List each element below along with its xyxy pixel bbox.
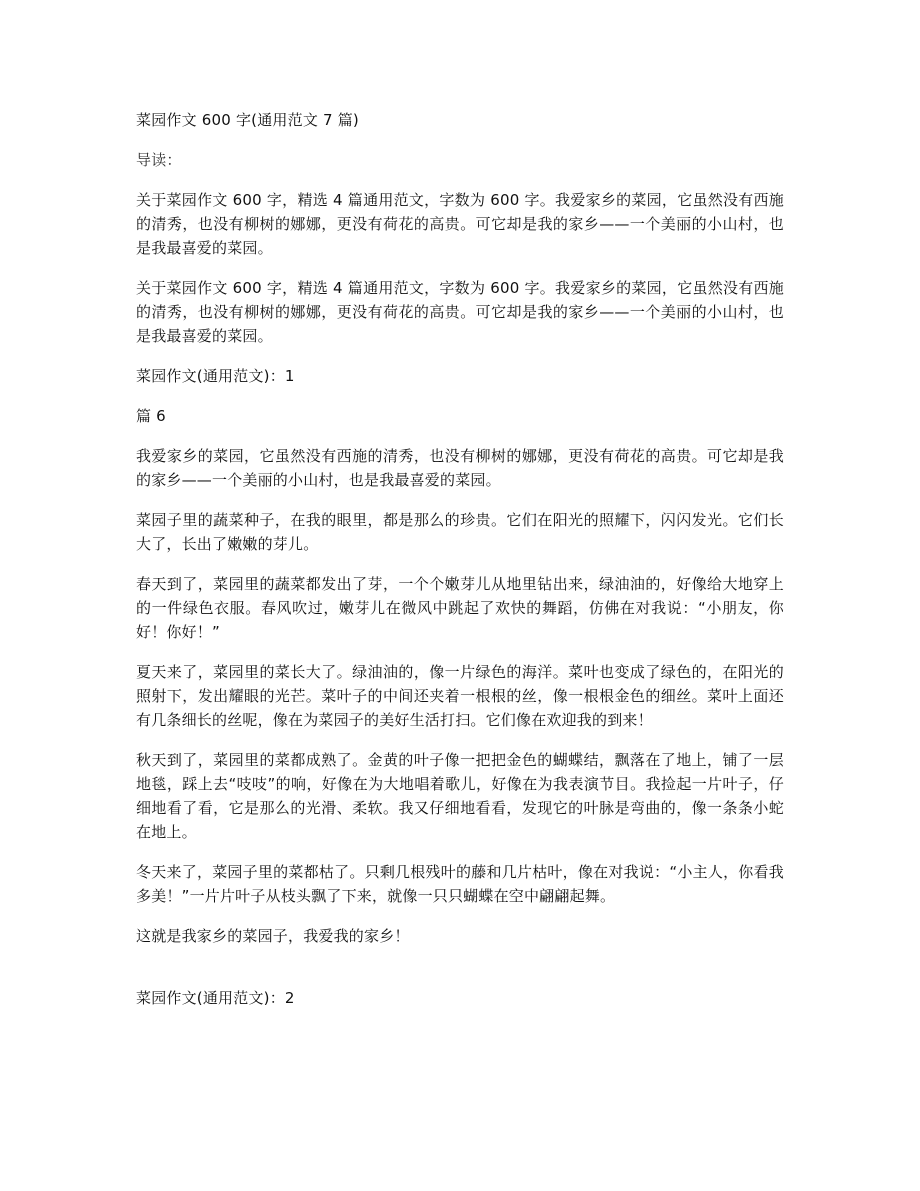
document-title: 菜园作文 600 字(通用范文 7 篇) <box>136 111 359 129</box>
document-page <box>136 108 784 1026</box>
body-paragraph: 秋天到了，菜园里的菜都成熟了。金黄的叶子像一把把金色的蝴蝶结，飘落在了地上，铺了一层地毯，踩上去“吱吱”的响，好像在为大地唱着歌儿，好像在为我表演节目。我捡起一片叶子，仔细地看了看，它是那么的光滑、柔软。我又仔细地看看，发现它的叶脉是弯曲的，像一条条小蛇在地上。 <box>136 751 784 841</box>
section-heading: 菜园作文(通用范文)：2 <box>136 989 295 1007</box>
section-heading: 菜园作文(通用范文)：1 <box>136 367 295 385</box>
lead-label: 导读： <box>136 151 182 169</box>
body-paragraph: 夏天来了，菜园里的菜长大了。绿油油的，像一片绿色的海洋。菜叶也变成了绿色的，在阳光的照射下，发出耀眼的光芒。菜叶子的中间还夹着一根根的丝，像一根根金色的细丝。菜叶上面还有几条细长的丝呢，像在为菜园子的美好生活打扫。它们像在欢迎我的到来！ <box>136 663 784 729</box>
body-paragraph: 这就是我家乡的菜园子，我爱我的家乡！ <box>136 927 410 945</box>
body-paragraph: 我爱家乡的菜园，它虽然没有西施的清秀，也没有柳树的娜娜，更没有荷花的高贵。可它却是我的家乡——一个美丽的小山村，也是我最喜爱的菜园。 <box>136 447 784 489</box>
section-subheading: 篇 6 <box>136 407 166 425</box>
body-paragraph: 冬天来了，菜园子里的菜都枯了。只剩几根残叶的藤和几片枯叶，像在对我说：“小主人，你看我多美！”一片片叶子从枝头飘了下来，就像一只只蝴蝶在空中翩翩起舞。 <box>136 863 784 905</box>
body-paragraph: 菜园子里的蔬菜种子，在我的眼里，都是那么的珍贵。它们在阳光的照耀下，闪闪发光。它们长大了，长出了嫩嫩的芽儿。 <box>136 511 784 553</box>
intro-paragraph: 关于菜园作文 600 字，精选 4 篇通用范文，字数为 600 字。我爱家乡的菜园，它虽然没有西施的清秀，也没有柳树的娜娜，更没有荷花的高贵。可它却是我的家乡——一个美丽的小山村，也是我最喜爱的菜园。 <box>136 279 784 345</box>
body-paragraph: 春天到了，菜园里的蔬菜都发出了芽，一个个嫩芽儿从地里钻出来，绿油油的，好像给大地穿上的一件绿色衣服。春风吹过，嫩芽儿在微风中跳起了欢快的舞蹈，仿佛在对我说：“小朋友，你好！你好！” <box>136 575 784 641</box>
intro-paragraph: 关于菜园作文 600 字，精选 4 篇通用范文，字数为 600 字。我爱家乡的菜园，它虽然没有西施的清秀，也没有柳树的娜娜，更没有荷花的高贵。可它却是我的家乡——一个美丽的小山村，也是我最喜爱的菜园。 <box>136 191 784 257</box>
